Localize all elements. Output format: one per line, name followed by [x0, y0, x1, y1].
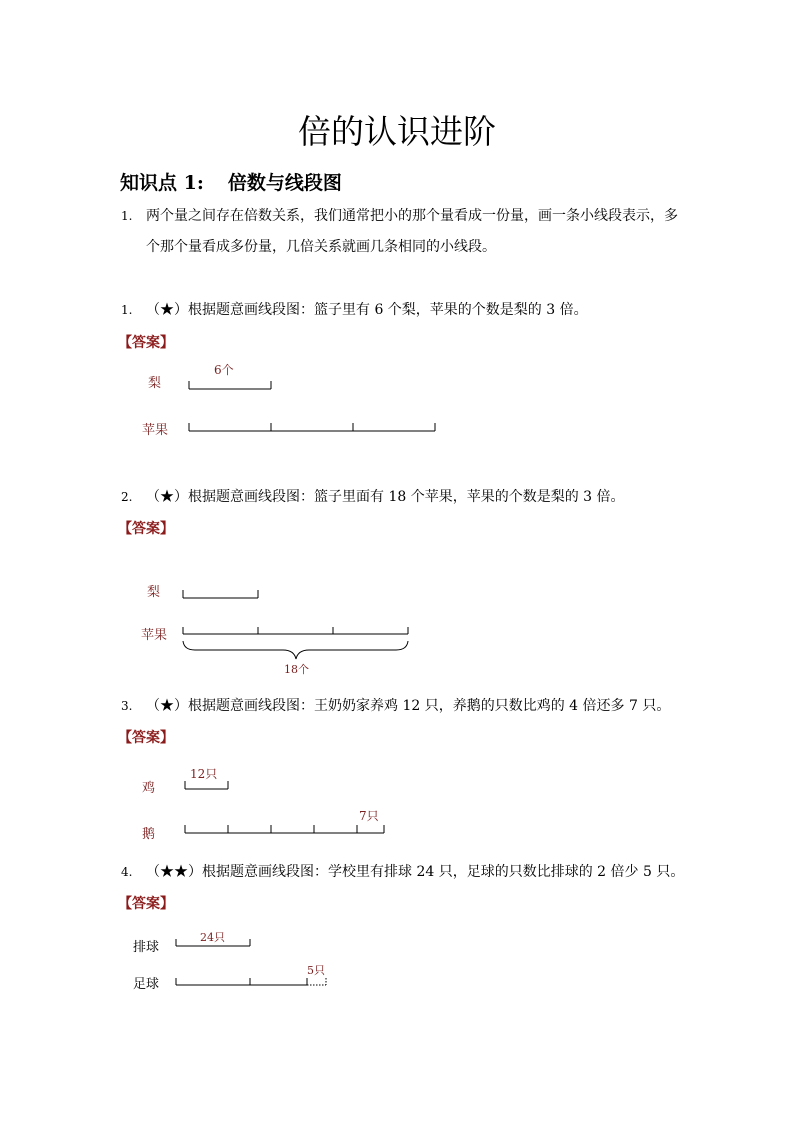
q3-top-note: 12只: [190, 767, 218, 781]
section-label: 知识点 1:: [120, 172, 204, 194]
answer-label-1: 【答案】: [118, 335, 174, 351]
question-3-number: 3.: [121, 699, 133, 713]
q3-extra-note: 7只: [359, 809, 379, 823]
question-4-number: 4.: [121, 865, 133, 879]
q4-row1-label: 排球: [133, 940, 160, 955]
q2-brace-note: 18个: [284, 663, 309, 676]
q2-row2-label: 苹果: [141, 628, 168, 643]
q1-top-note: 6个: [214, 363, 234, 377]
q4-row2-segments: [176, 978, 326, 985]
question-2-number: 2.: [121, 490, 133, 504]
q4-row2-label: 足球: [133, 977, 160, 992]
question-1-number: 1.: [121, 303, 133, 317]
question-2-stars: （★）: [146, 489, 188, 505]
q1-row2-label: 苹果: [142, 423, 169, 438]
question-4-stars: （★★）: [146, 864, 202, 880]
question-3-body: 根据题意画线段图：王奶奶家养鸡 12 只，养鹅的只数比鸡的 4 倍还多 7 只。: [188, 698, 671, 714]
q3-row1-label: 鸡: [142, 781, 156, 796]
concept-line-1: 两个量之间存在倍数关系，我们通常把小的那个量看成一份量，画一条小线段表示，多: [146, 208, 678, 224]
q4-row1-segment: [176, 939, 250, 946]
q4-top-note: 24只: [200, 931, 225, 944]
question-3-stars: （★）: [146, 698, 188, 714]
question-1-stars: （★）: [146, 302, 188, 318]
q2-row1-label: 梨: [147, 585, 161, 600]
question-1-body: 根据题意画线段图：篮子里有 6 个梨，苹果的个数是梨的 3 倍。: [188, 302, 588, 318]
answer-label-3: 【答案】: [118, 730, 174, 746]
q3-row2-label: 鹅: [142, 827, 156, 842]
answer-label-4: 【答案】: [118, 896, 174, 912]
q1-row1-label: 梨: [148, 376, 162, 391]
concept-line-2: 个那个量看成多份量，几倍关系就画几条相同的小线段。: [146, 239, 496, 255]
question-4-body: 根据题意画线段图：学校里有排球 24 只，足球的只数比排球的 2 倍少 5 只。: [202, 864, 685, 880]
section-name: 倍数与线段图: [227, 172, 342, 194]
answer-label-2: 【答案】: [118, 521, 174, 537]
page-title: 倍的认识进阶: [298, 112, 496, 151]
q4-extra-note: 5只: [307, 964, 325, 977]
concept-number: 1.: [121, 209, 133, 223]
question-2-body: 根据题意画线段图：篮子里面有 18 个苹果，苹果的个数是梨的 3 倍。: [188, 489, 625, 505]
